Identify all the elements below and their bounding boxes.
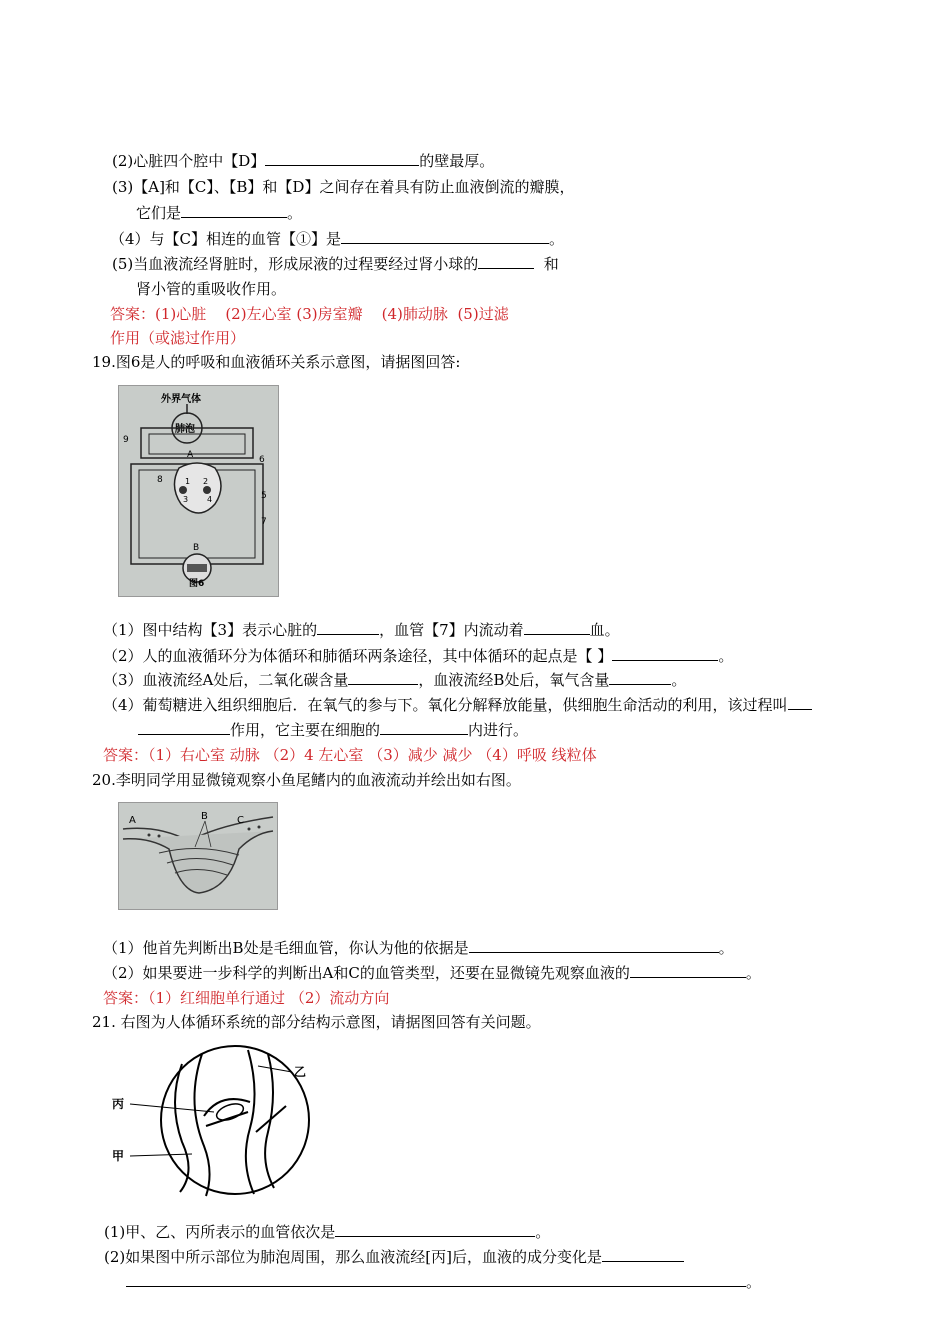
figure-label-B: B bbox=[201, 811, 208, 822]
answer-blank[interactable] bbox=[317, 620, 379, 635]
answer-blank[interactable] bbox=[380, 720, 468, 735]
figure-label-3: 3 bbox=[183, 495, 189, 504]
answer-blank[interactable] bbox=[524, 620, 590, 635]
q19-question-2: （2）人的血液循环分为体循环和肺循环两条途径，其中体循环的起点是【 】 。 bbox=[103, 647, 734, 665]
figure-label-1: 1 bbox=[185, 477, 191, 486]
q21-title: 21. 右图为人体循环系统的部分结构示意图，请据图回答有关问题。 bbox=[92, 1013, 541, 1031]
figure-label-outside-air: 外界气体 bbox=[161, 394, 201, 405]
answer-blank[interactable] bbox=[138, 720, 230, 735]
q19-question-4-line2: 作用，它主要在细胞的 内进行。 bbox=[138, 720, 528, 740]
q20-question-1: （1）他首先判断出B处是毛细血管，你认为他的依据是 。 bbox=[103, 939, 734, 957]
q20-answer: 答案：（1）红细胞单行通过 （2）流动方向 bbox=[103, 989, 390, 1007]
answer-blank[interactable] bbox=[181, 203, 287, 218]
answer-blank[interactable] bbox=[335, 1222, 535, 1237]
q18-item-2: (2)心脏四个腔中【D】 的壁最厚。 bbox=[112, 152, 495, 170]
q18-item-3b: 它们是 。 bbox=[136, 204, 303, 222]
answer-blank[interactable] bbox=[602, 1247, 684, 1262]
figure-label-B: B bbox=[193, 543, 200, 553]
figure-label-7: 7 bbox=[261, 517, 267, 527]
figure-label-jia: 甲 bbox=[112, 1149, 125, 1163]
q19-question-3: （3）血液流经A处后，二氧化碳含量 ，血液流经B处后，氧气含量 。 bbox=[103, 671, 687, 689]
answer-blank[interactable] bbox=[478, 254, 534, 269]
q19-question-1: （1）图中结构【3】表示心脏的 ，血管【7】内流动着 血。 bbox=[103, 621, 620, 639]
figure-label-yi: 乙 bbox=[294, 1065, 307, 1079]
figure-label-A: A bbox=[187, 450, 194, 460]
q18-item-4: （4）与【C】相连的血管【①】是 。 bbox=[110, 230, 565, 248]
answer-blank[interactable] bbox=[469, 938, 719, 953]
q18-item-3a: (3)【A]和【C】、【B】和【D】之间存在着具有防止血液倒流的瓣膜， bbox=[112, 178, 575, 196]
answer-blank[interactable] bbox=[788, 695, 812, 710]
answer-blank[interactable] bbox=[612, 646, 718, 661]
figure-label-C: C bbox=[237, 815, 244, 826]
figure-label-8: 8 bbox=[157, 475, 163, 485]
figure-label-5: 5 bbox=[261, 491, 267, 501]
q21-question-2: (2)如果图中所示部位为肺泡周围，那么血液流经[丙]后，血液的成分变化是 bbox=[104, 1247, 684, 1267]
answer-blank[interactable] bbox=[265, 151, 419, 166]
answer-blank[interactable] bbox=[348, 670, 418, 685]
circulation-diagram-svg bbox=[119, 386, 278, 596]
figure-label-9: 9 bbox=[123, 435, 129, 445]
figure-label-A: A bbox=[129, 815, 136, 826]
answer-blank[interactable] bbox=[630, 963, 746, 978]
fish-tail-blood-flow-figure bbox=[118, 802, 278, 910]
q21-question-2-continued: 。 bbox=[126, 1272, 761, 1292]
q21-question-1: (1)甲、乙、丙所表示的血管依次是 。 bbox=[104, 1223, 551, 1241]
figure-label-bing: 丙 bbox=[112, 1097, 125, 1111]
figure-6-circulation-diagram bbox=[118, 385, 279, 597]
q19-answer: 答案：（1）右心室 动脉 （2）4 左心室 （3）减少 减少 （4）呼吸 线粒体 bbox=[103, 746, 597, 764]
figure-label-6: 6 bbox=[259, 455, 265, 465]
q18-item-5a: (5)当血液流经肾脏时，形成尿液的过程要经过肾小球的 和 bbox=[112, 255, 559, 273]
q20-title: 20.李明同学用显微镜观察小鱼尾鳍内的血液流动并绘出如右图。 bbox=[92, 771, 521, 789]
answer-blank[interactable] bbox=[341, 229, 549, 244]
figure-caption: 图6 bbox=[189, 579, 205, 589]
q20-question-2: （2）如果要进一步科学的判断出A和C的血管类型，还要在显微镜先观察血液的 。 bbox=[103, 964, 761, 982]
q18-answer-line2: 作用（或滤过作用） bbox=[110, 329, 246, 347]
q18-item-5b: 肾小管的重吸收作用。 bbox=[136, 280, 287, 298]
answer-blank[interactable] bbox=[126, 1272, 746, 1287]
q19-title: 19.图6是人的呼吸和血液循环关系示意图，请据图回答: bbox=[92, 353, 461, 371]
q18-answer-line1: 答案：(1)心脏 (2)左心室 (3)房室瓣 (4)肺动脉 (5)过滤 bbox=[110, 305, 509, 323]
q19-question-4-line1: （4）葡萄糖进入组织细胞后．在氧气的参与下。氧化分解释放能量，供细胞生命活动的利用，该过程叫 bbox=[103, 695, 812, 715]
vessel-structure-svg bbox=[110, 1042, 310, 1202]
fish-tail-svg bbox=[119, 803, 277, 909]
vessel-structure-figure bbox=[110, 1042, 310, 1202]
answer-blank[interactable] bbox=[609, 670, 671, 685]
figure-label-2: 2 bbox=[203, 477, 209, 486]
figure-label-alveolus: 肺泡 bbox=[175, 424, 195, 435]
figure-label-4: 4 bbox=[207, 495, 213, 504]
